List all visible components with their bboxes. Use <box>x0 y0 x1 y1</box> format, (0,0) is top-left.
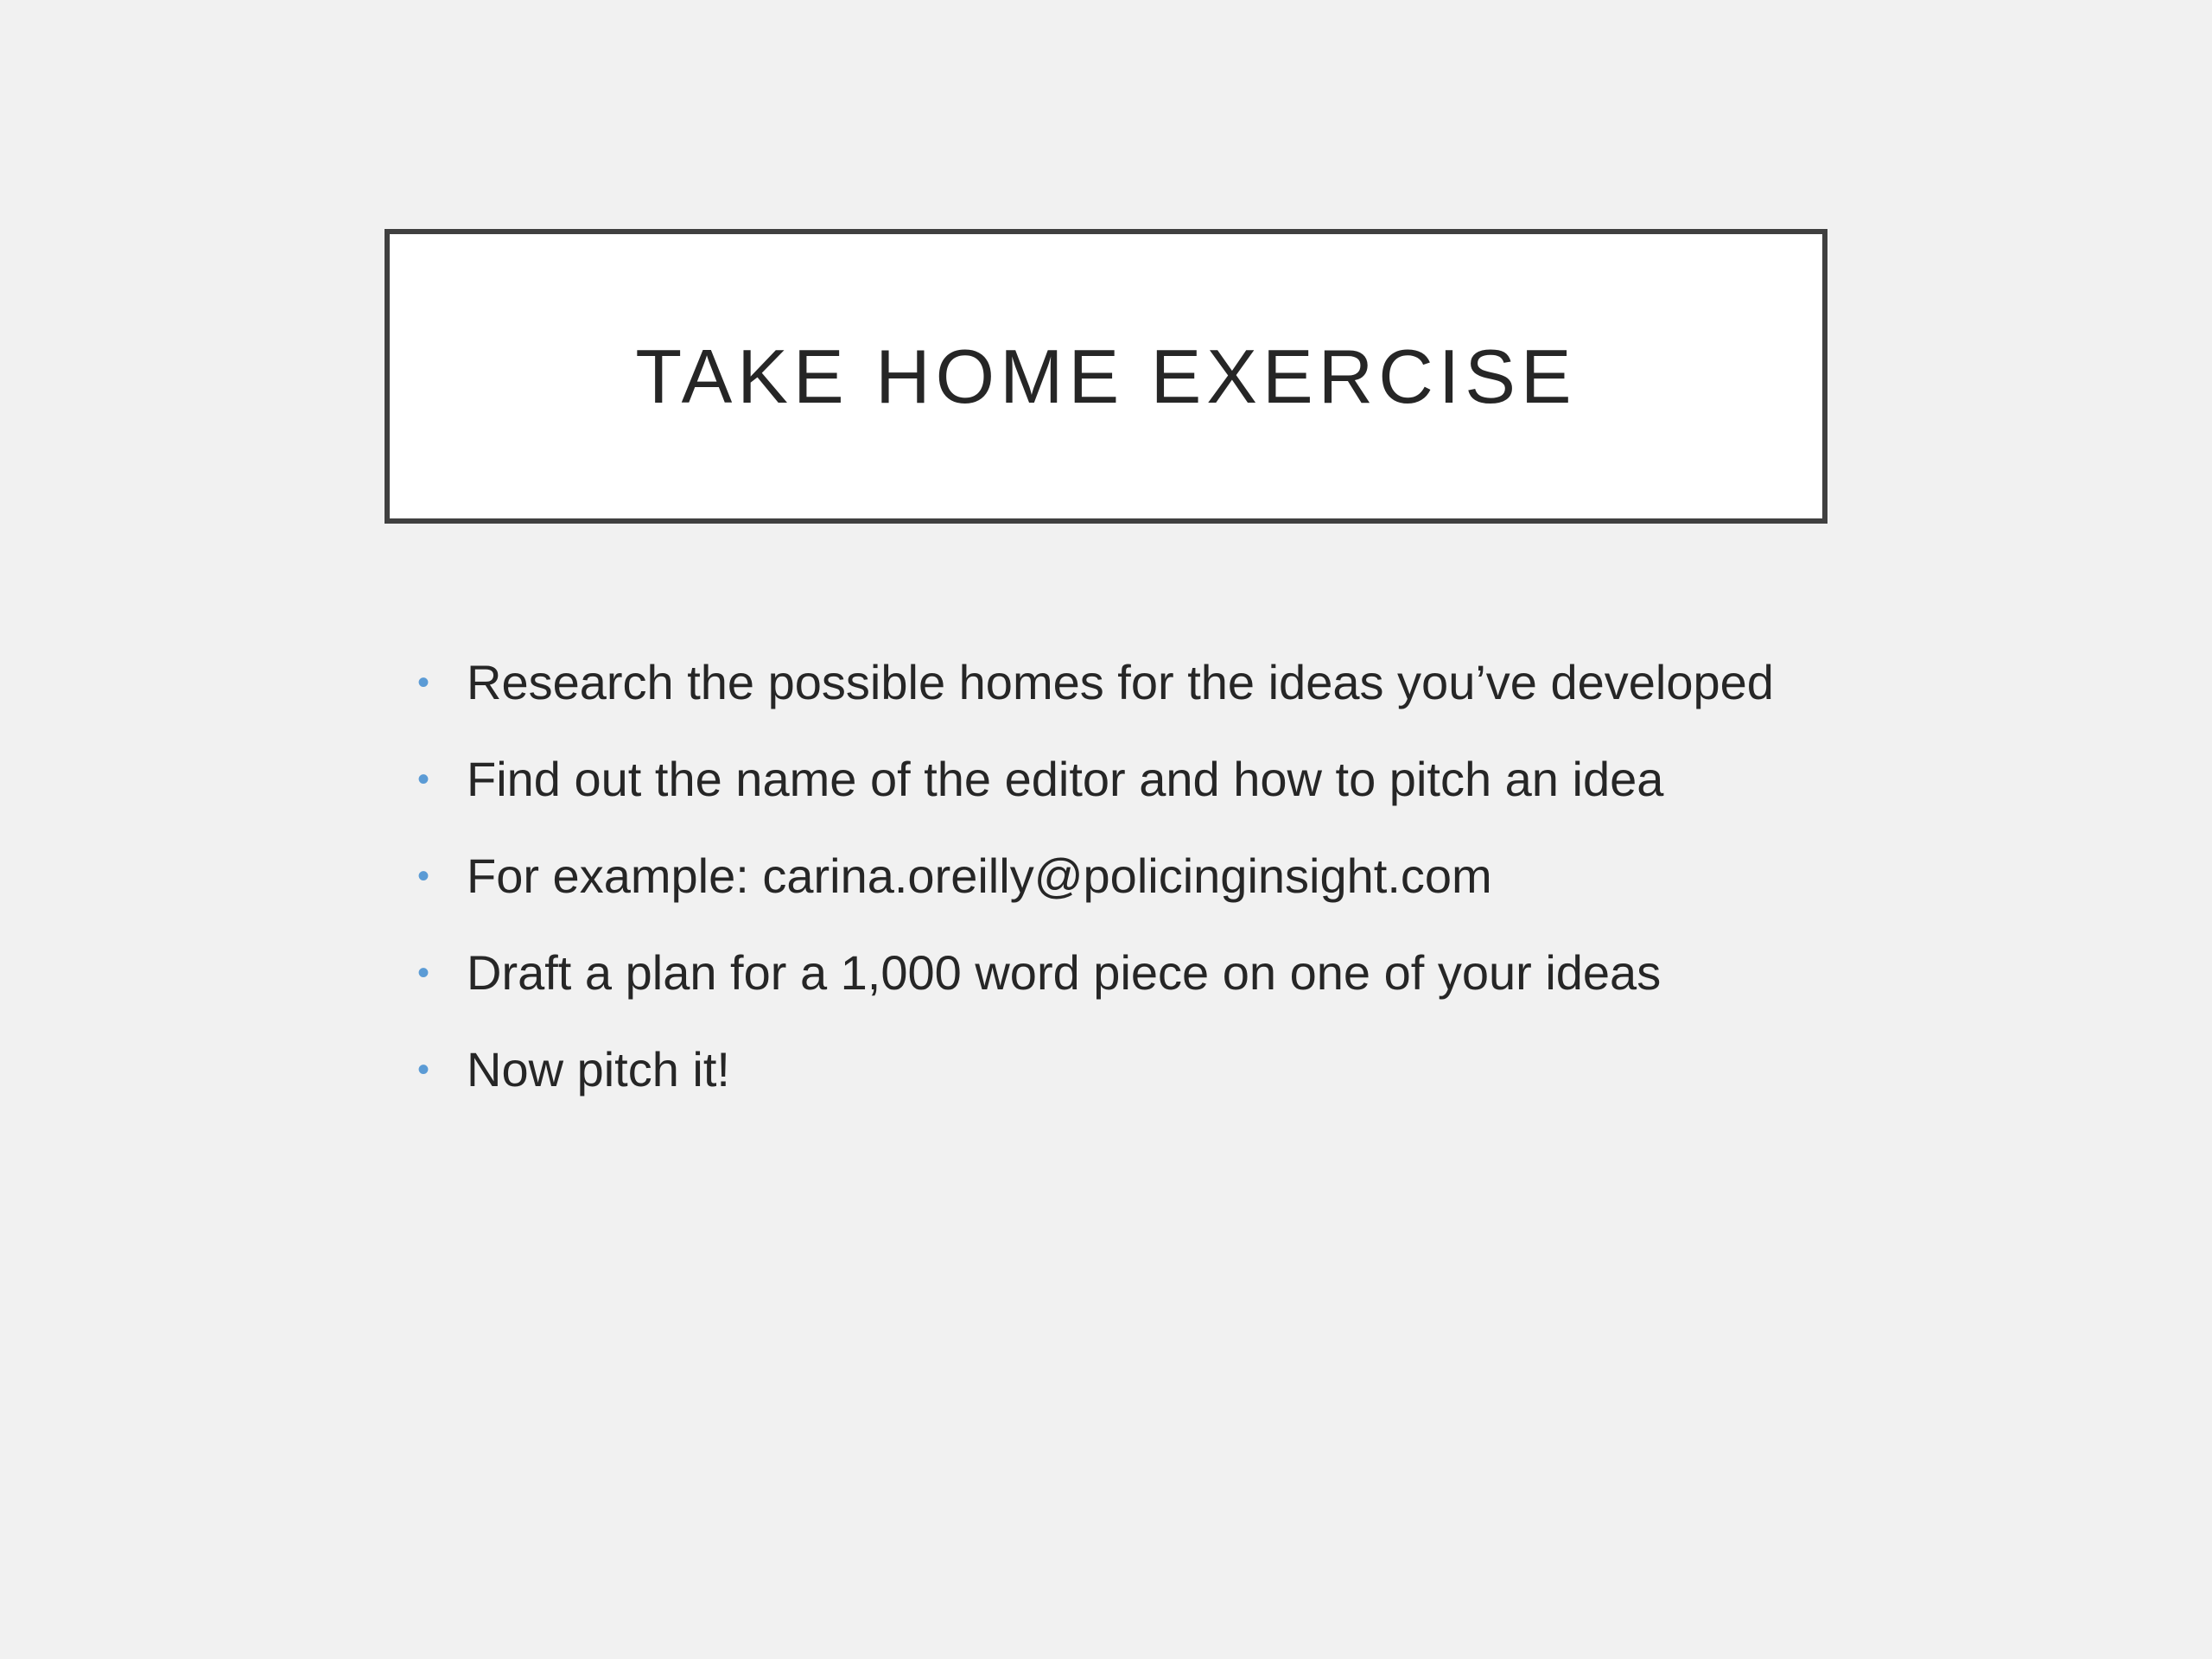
bullet-icon: • <box>416 1051 429 1089</box>
bullet-icon: • <box>416 954 429 992</box>
list-item <box>406 1037 1858 1103</box>
bullet-icon: • <box>416 857 429 895</box>
list-item <box>406 940 1858 1006</box>
slide-title: TAKE HOME EXERCISE <box>635 333 1577 419</box>
list-item <box>406 843 1858 909</box>
bullet-icon: • <box>416 664 429 702</box>
list-item <box>406 650 1858 715</box>
bullet-list <box>406 650 1858 1134</box>
list-item <box>406 747 1858 812</box>
bullet-text: Research the possible homes for the ideas you’ve developed <box>467 655 1774 709</box>
bullet-text: Find out the name of the editor and how to pitch an idea <box>467 752 1664 806</box>
bullet-text: For example: carina.oreilly@policinginsight.com <box>467 849 1492 903</box>
title-box <box>385 229 1827 524</box>
bullet-text: Draft a plan for a 1,000 word piece on one of your ideas <box>467 945 1662 1000</box>
bullet-text: Now pitch it! <box>467 1042 730 1096</box>
bullet-icon: • <box>416 760 429 798</box>
